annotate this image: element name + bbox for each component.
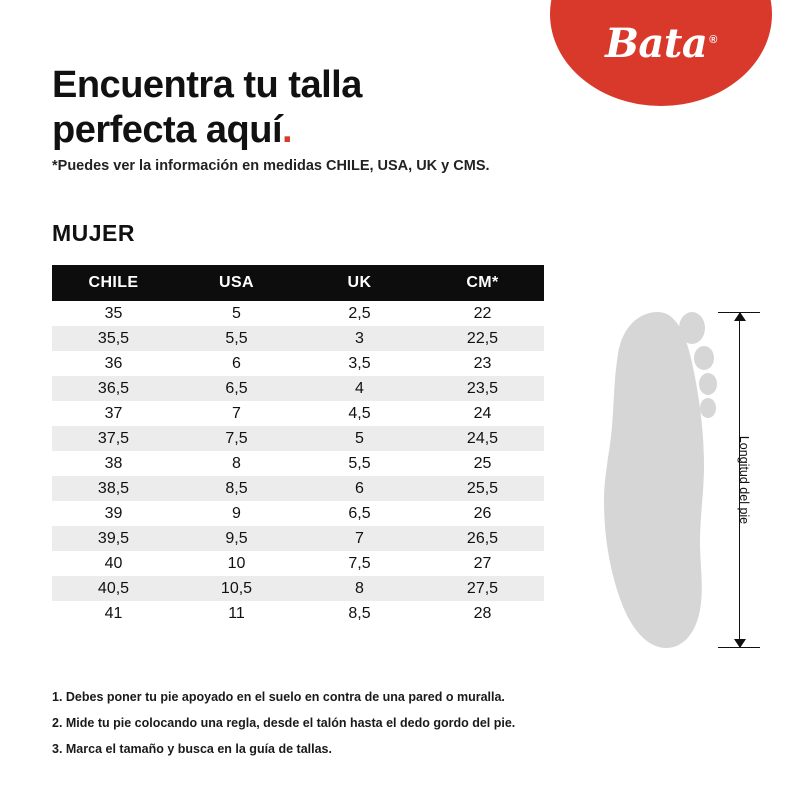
cell-uk: 5,5 <box>348 454 371 472</box>
cell-cm: 24,5 <box>421 426 544 451</box>
footprint-icon <box>600 306 720 654</box>
cell-uk: 3,5 <box>348 354 371 372</box>
cell-cm: 22 <box>473 304 492 322</box>
foot-measurement-diagram <box>592 300 760 660</box>
headline-line-2: perfecta aquí <box>52 109 283 152</box>
cell-uk: 4 <box>298 376 421 401</box>
cell-usa: 7 <box>232 404 241 422</box>
cell-chile: 39,5 <box>52 526 175 551</box>
cell-cm: 26,5 <box>421 526 544 551</box>
cell-chile: 36 <box>104 354 123 372</box>
table-row <box>52 601 544 626</box>
cell-chile: 36,5 <box>52 376 175 401</box>
column-header-cm: CM* <box>421 265 544 301</box>
step-2: 2. Mide tu pie colocando una regla, desde el talón hasta el dedo gordo del pie. <box>52 716 516 730</box>
headline-line-1: Encuentra tu talla <box>52 64 362 107</box>
cell-usa: 6 <box>232 354 241 372</box>
brand-wordmark <box>605 20 717 67</box>
step-1: 1. Debes poner tu pie apoyado en el suelo en contra de una pared o muralla. <box>52 690 505 704</box>
cell-cm: 23 <box>473 354 492 372</box>
instruction-steps <box>52 690 572 768</box>
table-row <box>52 451 544 476</box>
cell-cm: 25,5 <box>421 476 544 501</box>
headline-period: . <box>282 109 293 152</box>
table-body <box>52 301 544 626</box>
cell-chile: 37,5 <box>52 426 175 451</box>
table-row <box>52 401 544 426</box>
arrow-down-icon <box>734 639 746 648</box>
cell-cm: 26 <box>473 504 492 522</box>
table-row <box>52 526 544 551</box>
arrow-up-icon <box>734 312 746 321</box>
cell-usa: 5,5 <box>175 326 298 351</box>
cell-usa: 11 <box>228 604 245 622</box>
section-title-mujer: MUJER <box>52 220 136 246</box>
dimension-label: Longitud del pie <box>736 435 751 525</box>
cell-usa: 8,5 <box>175 476 298 501</box>
cell-cm: 22,5 <box>421 326 544 351</box>
cell-chile: 38,5 <box>52 476 175 501</box>
cell-usa: 10 <box>227 554 246 572</box>
cell-uk: 6 <box>298 476 421 501</box>
table-row <box>52 551 544 576</box>
cell-cm: 25 <box>473 454 492 472</box>
brand-name: Bata <box>605 20 708 67</box>
cell-chile: 39 <box>104 504 123 522</box>
table-row <box>52 426 544 451</box>
cell-uk: 2,5 <box>348 304 371 322</box>
table-row <box>52 501 544 526</box>
column-header-usa: USA <box>175 265 298 301</box>
cell-uk: 7 <box>298 526 421 551</box>
table-row <box>52 351 544 376</box>
step-3: 3. Marca el tamaño y busca en la guía de tallas. <box>52 742 332 756</box>
registered-mark: ® <box>709 33 717 46</box>
cell-usa: 5 <box>232 304 241 322</box>
column-header-chile: CHILE <box>52 265 175 301</box>
cell-cm: 24 <box>473 404 492 422</box>
table-row <box>52 301 544 326</box>
cell-usa: 7,5 <box>175 426 298 451</box>
column-header-uk: UK <box>298 265 421 301</box>
cell-chile: 35 <box>104 304 123 322</box>
cell-chile: 35,5 <box>52 326 175 351</box>
cell-usa: 10,5 <box>175 576 298 601</box>
table-header <box>52 265 544 301</box>
cell-chile: 37 <box>104 404 123 422</box>
table-row <box>52 476 544 501</box>
cell-usa: 8 <box>232 454 241 472</box>
cell-chile: 40 <box>104 554 123 572</box>
cell-chile: 40,5 <box>52 576 175 601</box>
cell-usa: 9 <box>232 504 241 522</box>
cell-cm: 23,5 <box>421 376 544 401</box>
page-title <box>52 63 552 153</box>
table-row <box>52 326 544 351</box>
cell-chile: 41 <box>104 604 123 622</box>
cell-usa: 9,5 <box>175 526 298 551</box>
size-conversion-table <box>52 265 544 626</box>
cell-cm: 27 <box>473 554 492 572</box>
cell-cm: 28 <box>473 604 492 622</box>
cell-uk: 5 <box>298 426 421 451</box>
cell-chile: 38 <box>104 454 123 472</box>
cell-uk: 3 <box>298 326 421 351</box>
units-note: *Puedes ver la información en medidas CHILE, USA, UK y CMS. <box>52 158 490 174</box>
table-header-row <box>52 265 544 301</box>
brand-badge <box>550 0 772 106</box>
cell-usa: 6,5 <box>175 376 298 401</box>
cell-uk: 8 <box>298 576 421 601</box>
table-row <box>52 576 544 601</box>
table-row <box>52 376 544 401</box>
cell-uk: 7,5 <box>348 554 371 572</box>
cell-cm: 27,5 <box>421 576 544 601</box>
cell-uk: 6,5 <box>348 504 371 522</box>
cell-uk: 4,5 <box>348 404 371 422</box>
cell-uk: 8,5 <box>348 604 371 622</box>
